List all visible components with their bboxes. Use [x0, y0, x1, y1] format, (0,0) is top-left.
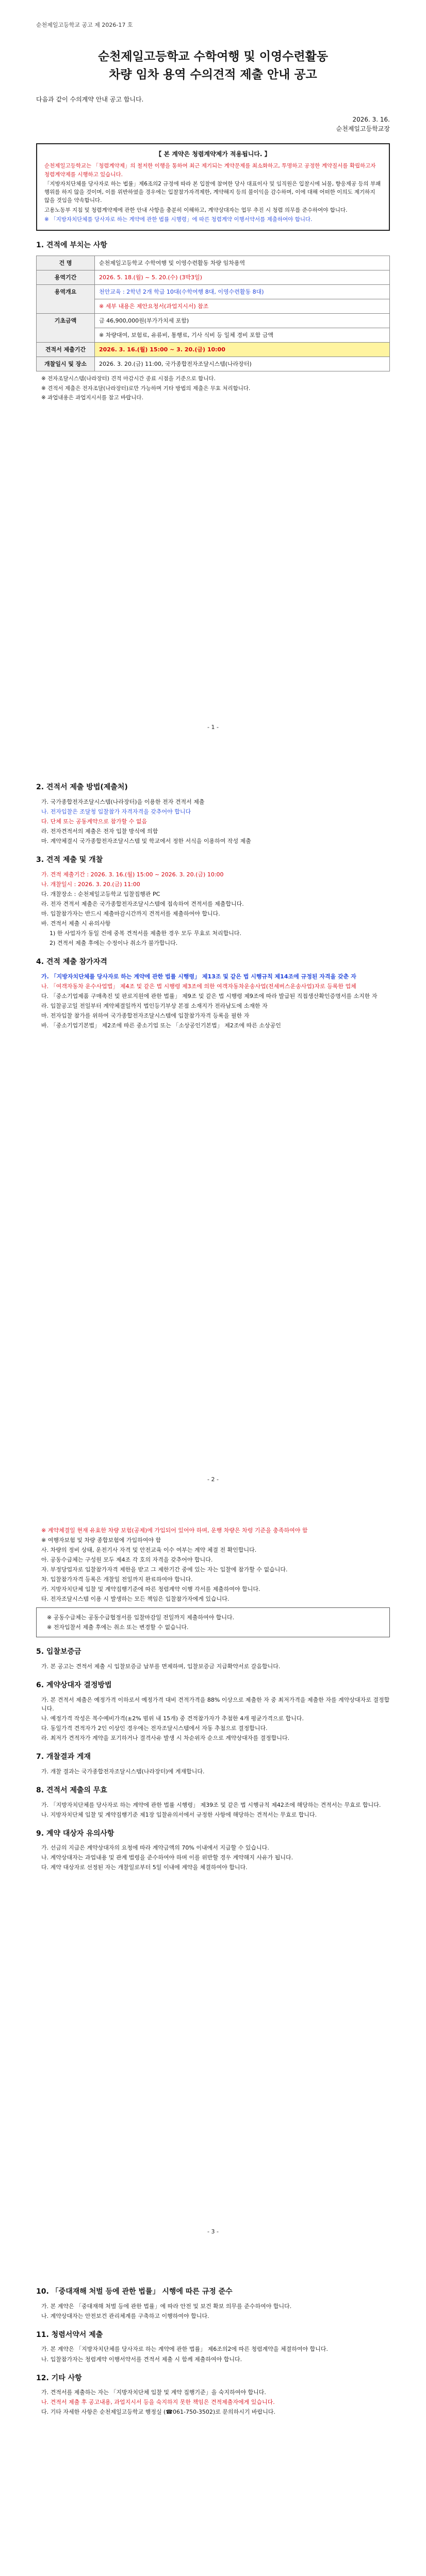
section-9-title: 9. 계약 대상자 유의사항: [36, 1829, 114, 1838]
table-cell: ※ 세부 내용은 제안요청서(과업지시서) 참조: [95, 299, 390, 314]
section-line: 1) 한 사업자가 동일 건에 중복 견적서를 제출한 경우 모두 무효로 처리합니다.: [50, 929, 242, 937]
section-10-title: 10. 「중대재해 처벌 등에 관한 법률」 시행에 따른 규정 준수: [36, 2287, 233, 2296]
section-line: 나. 개찰일시 : 2026. 3. 20.(금) 11:00: [41, 880, 140, 888]
section-line: 가. 견적 제출기간 : 2026. 3. 16.(월) 15:00 ~ 2026. 3. 20.(금) 10:00: [41, 871, 224, 878]
footnote: ※ 견적서 제출은 전자조달(나라장터)로만 가능하며 기타 방법의 제출은 무효 처리합니다.: [41, 385, 251, 392]
section-line: 나. 계약상대자는 안전보건 관리체계를 구축하고 이행하여야 합니다.: [41, 2312, 209, 2319]
section-line: 가. 국가종합전자조달시스템(나라장터)을 이용한 전자 견적서 제출: [41, 798, 205, 805]
section-line: 가. 견적서를 제출하는 자는 「지방자치단체 입찰 및 계약 집행기준」을 숙지하여야 합니다.: [41, 2389, 266, 2396]
section-line: 나. 「여객자동차 운수사업법」 제4조 및 같은 법 시행령 제3조에 의한 여객자동차운송사업(전세버스운송사업)자로 등록한 업체: [41, 982, 356, 990]
section-line: 다. 동일가격 견적자가 2인 이상인 경우에는 전자조달시스템에서 자동 추첨으로 결정합니다.: [41, 1725, 268, 1732]
integrity-notice-box: [36, 143, 390, 231]
section-line: 카. 지방자치단체 입찰 및 계약집행기준에 따른 청렴계약 이행 각서를 제출하여야 합니다.: [41, 1586, 260, 1593]
section-7-title: 7. 개찰결과 게재: [36, 1753, 91, 1761]
section-11-title: 11. 청렴서약서 제출: [36, 2330, 103, 2339]
section-line: 마. 전자입찰 참가를 위하여 국가종합전자조달시스템에 입찰참가자격 등록을 필한 자: [41, 1012, 250, 1019]
section-line: 가. 본 견적서 제출은 예정가격 이하로서 예정가격 대비 견적가격을 88% 이상으로 제출한 자 중 최저가격을 제출한 자를 계약상대자로 결정합니다.: [41, 1696, 390, 1712]
quote-info-table: [36, 256, 390, 371]
section-1-title: 1. 견적에 부치는 사항: [36, 241, 107, 250]
notice-date: 2026. 3. 16.: [352, 115, 390, 123]
intro-text: 다음과 같이 수의계약 안내 공고 합니다.: [36, 96, 144, 104]
section-line: 아. 공동수급체는 구성원 모두 제4조 각 호의 자격을 갖추어야 합니다.: [41, 1556, 213, 1564]
section-line: 다. 계약 대상자로 선정된 자는 개찰일로부터 5일 이내에 계약을 체결하여야 합니다.: [41, 1864, 248, 1871]
page-3: [0, 1504, 426, 2257]
table-row: [37, 314, 390, 328]
section-line: 자. 부정당업자로 입찰참가자격 제한을 받고 그 제한기간 중에 있는 자는 입찰에 참가할 수 없습니다.: [41, 1566, 288, 1573]
section-line: 2) 견적서 제출 후에는 수정이나 취소가 불가합니다.: [50, 939, 178, 946]
section-2-title: 2. 견적서 제출 방법(제출처): [36, 783, 128, 791]
section-line: 다. 기타 자세한 사항은 순천제일고등학교 행정실 (☎061-750-3502)로 문의하시기 바랍니다.: [41, 2409, 275, 2416]
integrity-notice-line: 고용노동부 지침 및 청렴계약제에 관한 안내 사항을 충분히 이해하고, 계약상대자는 업무 추진 시 청렴 의무를 준수하여야 합니다.: [44, 207, 348, 213]
table-cell: 2026. 3. 20.(금) 11:00, 국가종합전자조달시스템(나라장터): [95, 357, 390, 371]
section-8-title: 8. 견적서 제출의 무효: [36, 1786, 107, 1794]
section-line: 나. 입찰참가자는 청렴계약 이행서약서를 견적서 제출 시 함께 제출하여야 합니다.: [41, 2355, 242, 2363]
section-line: 마. 입찰참가자는 반드시 제출마감시간까지 견적서를 제출하여야 합니다.: [41, 910, 220, 917]
integrity-notice-line: ※ 「지방자치단체를 당사자로 하는 계약에 관한 법률 시행령」에 따른 청렴계약 이행서약서를 제출하여야 합니다.: [44, 216, 313, 223]
note-box: [36, 1607, 390, 1637]
table-row: [37, 256, 390, 270]
section-line: 사. 차량의 정비 상태, 운전기사 자격 및 안전교육 이수 여부는 계약 체결 전 확인합니다.: [41, 1547, 257, 1554]
table-cell: 천안교육 : 2학년 2개 학급 10대(수학여행 8대, 이영수련활동 8대): [95, 285, 390, 299]
section-line: 나. 견적서 제출 후 공고내용, 과업지시서 등을 숙지하지 못한 책임은 견적제출자에게 있습니다.: [41, 2399, 275, 2406]
section-line: 바. 「중소기업기본법」 제2조에 따른 중소기업 또는 「소상공인기본법」 제2조에 따른 소상공인: [41, 1022, 281, 1029]
page-2: [0, 752, 426, 1504]
section-line: 가. 선금의 지급은 계약상대자의 요청에 따라 계약금액의 70% 이내에서 지급할 수 있습니다.: [41, 1844, 269, 1852]
section-4-title: 4. 견적 제출 참가자격: [36, 957, 107, 966]
footnote: ※ 전자조달시스템(나라장터) 견적 마감시간 종료 시점을 기준으로 합니다.: [41, 376, 216, 382]
table-row: [37, 357, 390, 371]
section-line: 라. 전자 견적서 제출은 국가종합전자조달시스템에 접속하여 견적서를 제출합니다.: [41, 900, 244, 907]
section-line: 나. 계약상대자는 과업내용 및 관계 법령을 준수하여야 하며 이를 위반할 경우 계약해지 사유가 됩니다.: [41, 1854, 293, 1861]
section-line: 다. 「중소기업제품 구매촉진 및 판로지원에 관한 법률」 제9조 및 같은 법 시행령 제9조에 따라 발급된 직접생산확인증명서를 소지한 자: [41, 992, 378, 999]
table-cell: 금 46,900,000원(부가가치세 포함): [95, 314, 390, 328]
section-12-title: 12. 기타 사항: [36, 2374, 82, 2382]
section-line: 라. 전자견적서의 제출은 전자 입찰 방식에 의함: [41, 827, 158, 835]
section-line: 다. 개찰장소 : 순천제일고등학교 입찰집행관 PC: [41, 890, 160, 897]
table-row: [37, 343, 390, 357]
issuer-name: 순천제일고등학교장: [336, 125, 390, 133]
section-line: 마. 계약체결시 국가종합전자조달시스템 및 학교에서 정한 서식을 이용하여 작성 제출: [41, 837, 251, 844]
section-line: 바. 견적서 제출 시 유의사항: [41, 920, 111, 927]
section-line: ※ 여행자보험 및 차량 종합보험에 가입하여야 함: [41, 1537, 161, 1544]
section-line: 가. 개찰 결과는 국가종합전자조달시스템(나라장터)에 게재합니다.: [41, 1768, 205, 1775]
table-header-cell: 견적서 제출기간: [37, 343, 95, 357]
section-line: 나. 예정가격 작성은 복수예비가격(±2% 범위 내 15개) 중 견적참가자가 추첨한 4개 평균가격으로 합니다.: [41, 1715, 304, 1722]
footnote: ※ 과업내용은 과업지시서를 참고 바랍니다.: [41, 394, 143, 401]
table-header-cell: 용역개요: [37, 285, 95, 314]
integrity-notice-line: 「지방자치단체를 당사자로 하는 법률」제6조의2 규정에 따라 본 입찰에 참여한 당사 대표이사 및 임직원은 입찰시에 뇌물, 향응제공 등의 부패행위를 하지 않을 것이며, 이를 위반하였을 경우에는 입찰참가자격제한, 계약해지 등의 불이익을 감수하며, 이에 대해 어떠한 이의도 제기하지 않을 것임을 약속합니다.: [44, 180, 381, 204]
integrity-notice-title: 【 본 계약은 청렴계약제가 적용됩니다. 】: [155, 150, 271, 158]
table-cell: ※ 차량대여, 보험료, 유류비, 통행료, 기사 식비 등 일체 경비 포함 금액: [95, 328, 390, 343]
section-3-title: 3. 견적 제출 및 개찰: [36, 855, 103, 864]
note-line: ※ 공동수급체는 공동수급협정서를 입찰마감일 전일까지 제출하여야 합니다.: [47, 1614, 235, 1621]
note-line: ※ 전자입찰서 제출 후에는 취소 또는 변경할 수 없습니다.: [47, 1624, 189, 1631]
table-header-cell: 용역기간: [37, 270, 95, 285]
page-1: [0, 0, 426, 752]
table-header-cell: 기초금액: [37, 314, 95, 343]
section-line: 타. 전자조달시스템 이용 시 발생하는 모든 책임은 입찰참가자에게 있습니다.: [41, 1596, 230, 1603]
table-cell: 2026. 5. 18.(월) ~ 5. 20.(수) (3박3일): [95, 270, 390, 285]
section-5-title: 5. 입찰보증금: [36, 1648, 81, 1656]
table-row: [37, 285, 390, 299]
section-line: 다. 단체 또는 공동계약으로 참가할 수 없음: [41, 818, 148, 825]
title-line-2: 차량 임차 용역 수의견적 제출 안내 공고: [109, 67, 317, 81]
section-line: 나. 전자입찰은 조달청 입찰참가 자격자격을 갖추어야 합니다: [41, 808, 191, 815]
page-number: - 1 -: [207, 723, 219, 731]
table-header-cell: 건 명: [37, 256, 95, 270]
document-number: 순천제일고등학교 공고 제 2026-17 호: [36, 22, 133, 28]
section-line: 라. 입찰공고일 전일부터 계약체결일까지 법인등기부상 본점 소재지가 전라남도에 소재한 자: [41, 1002, 268, 1009]
section-line: 나. 지방자치단체 입찰 및 계약집행기준 제1장 입찰유의서에서 규정한 사항에 해당하는 견적서는 무효로 합니다.: [41, 1811, 317, 1818]
page-4: [0, 2257, 426, 2576]
document-title: [36, 48, 390, 83]
title-line-1: 순천제일고등학교 수학여행 및 이영수련활동: [97, 50, 329, 64]
section-line: 가. 「지방자치단체를 당사자로 하는 계약에 관한 법률 시행령」 제39조 및 같은 법 시행규칙 제42조에 해당하는 견적서는 무효로 합니다.: [41, 1801, 381, 1808]
section-line: 가. 본 공고는 견적서 제출 시 입찰보증금 납부를 면제하며, 입찰보증금 지급확약서로 갈음합니다.: [41, 1663, 281, 1670]
section-line: 라. 최저가 견적자가 계약을 포기하거나 결격사유 발생 시 차순위자 순으로 계약상대자를 결정합니다.: [41, 1735, 290, 1742]
page-number: - 3 -: [207, 2228, 219, 2235]
section-6-title: 6. 계약상대자 결정방법: [36, 1681, 112, 1690]
section-line: 가. 본 계약은 「지방자치단체를 당사자로 하는 계약에 관한 법률」 제6조의2에 따른 청렴계약을 체결하여야 합니다.: [41, 2346, 328, 2353]
section-line: 가. 「지방자치단체를 당사자로 하는 계약에 관한 법률 시행령」 제13조 및 같은 법 시행규칙 제14조에 규정된 자격을 갖춘 자: [41, 973, 356, 980]
section-line: 가. 본 계약은 「중대재해 처벌 등에 관한 법률」에 따라 안전 및 보건 확보 의무를 준수하여야 합니다.: [41, 2302, 292, 2310]
table-cell: 순천제일고등학교 수학여행 및 이영수련활동 차량 임차용역: [95, 256, 390, 270]
integrity-notice-line: 순천제일고등학교는 「청렴계약제」의 철저한 이행을 통하여 최근 제기되는 계약문제를 최소화하고, 투명하고 공정한 계약질서를 확립하고자 청렴계약제를 시행하고 있습니다.: [44, 163, 376, 178]
table-header-cell: 개찰일시 및 장소: [37, 357, 95, 371]
section-line: 차. 입찰참가자격 등록은 개찰일 전일까지 완료하여야 합니다.: [41, 1576, 193, 1583]
table-cell: 2026. 3. 16.(월) 15:00 ~ 3. 20.(금) 10:00: [95, 343, 390, 357]
page-number: - 2 -: [207, 1476, 219, 1483]
section-line: ※ 계약체결일 현재 유효한 차량 보험(공제)에 가입되어 있어야 하며, 운행 차량은 차령 기준을 충족하여야 함: [41, 1527, 308, 1534]
table-row: [37, 270, 390, 285]
